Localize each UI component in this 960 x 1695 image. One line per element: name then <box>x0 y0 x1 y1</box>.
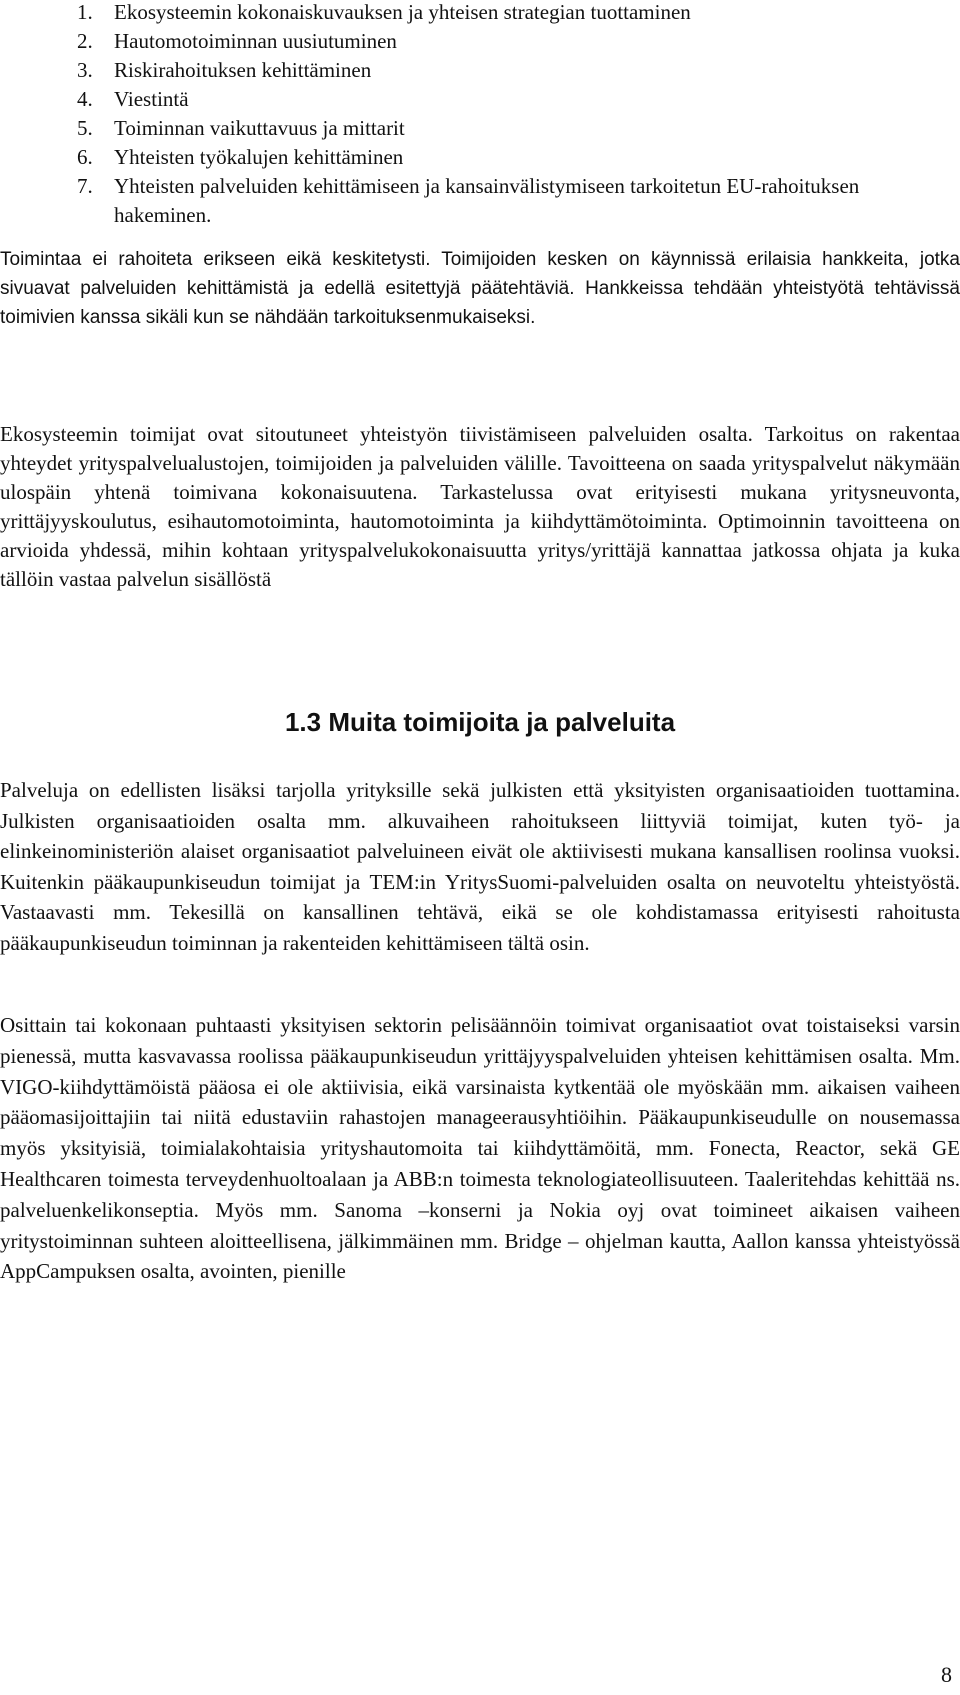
list-item <box>77 172 884 230</box>
list-item-text: Yhteisten palveluiden kehittämiseen ja kansainvälistymiseen tarkoitetun EU-rahoituksen hakeminen. <box>114 174 860 227</box>
list-item-number: 5. <box>77 116 93 140</box>
list-item-number: 2. <box>77 29 93 53</box>
list-item-number: 7. <box>77 174 93 198</box>
list-item <box>77 0 884 27</box>
list-item <box>77 56 884 85</box>
list-item-number: 1. <box>77 0 93 24</box>
paragraph-funding: Toimintaa ei rahoiteta erikseen eikä keskitetysti. Toimijoiden kesken on käynnissä erilaisia hankkeita, jotka sivuavat palveluiden kehittämistä ja edellä esitettyjä päätehtäviä. Hankkeissa tehdään yhteistyötä tehtävissä toimivien kanssa sikäli kun se nähdään tarkoituksenmukaiseksi. <box>0 249 960 328</box>
list-item <box>77 85 884 114</box>
list-item-text: Toiminnan vaikuttavuus ja mittarit <box>114 116 405 140</box>
paragraph-other-services: Palveluja on edellisten lisäksi tarjolla yrityksille sekä julkisten että yksityisten organisaatioiden tuottamina. Julkisten organisaatioiden osalta mm. alkuvaiheen rahoitukseen liittyviä toimijat, kuten työ- ja elinkeinoministeriön alaiset organisaatiot palveluineen eivät ole aktiivisesti mukana kansallisen roolinsa vuoksi. Kuitenkin pääkaupunkiseudun toimijat ja TEM:in YritysSuomi-palveluiden osalta on neuvoteltu yhteistyöstä. Vastaavasti mm. Tekesillä on kansallinen tehtävä, eikä se ole kohdistamassa erityisesti rahoitusta pääkaupunkiseudun toiminnan ja rakenteiden kehittämiseen tältä osin. <box>0 778 960 955</box>
page-number: 8 <box>941 1662 952 1687</box>
list-item-text: Yhteisten työkalujen kehittäminen <box>114 145 404 169</box>
list-item-number: 4. <box>77 87 93 111</box>
list-item-number: 3. <box>77 58 93 82</box>
paragraph-private-sector: Osittain tai kokonaan puhtaasti yksityisen sektorin pelisäännöin toimivat organisaatiot ovat toistaiseksi varsin pienessä, mutta kasvavassa roolissa pääkaupunkiseudun yrittäjyyspalveluiden yhteisen kehittämisen osalta. Mm. VIGO-kiihdyttämöistä pääosa ei ole aktiivisia, eikä varsinaista kytkentää ole myöskään mm. aikaisen vaiheen pääomasijoittajiin tai niitä edustaviin rahastojen manageerausyhtiöihin. Pääkaupunkiseudulle on nousemassa myös yksityisiä, toimialakohtaisia yrityshautomoita tai kiihdyttämöitä, mm. Fonecta, Reactor, sekä GE Healthcaren toimesta terveydenhuoltoalaan ja ABB:n toimesta teknologiateollisuuteen. Taaleritehdas kehittää ns. palveluenkelikonseptia. Myös mm. Sanoma –konserni ja Nokia oyj ovat toimineet aikaisen vaiheen yritystoiminnan suhteen aloitteellisena, jälkimmäinen mm. Bridge – ohjelman kautta, Aallon kanssa yhteistyössä AppCampuksen osalta, avointen, pienille <box>0 1013 960 1284</box>
section-heading: 1.3 Muita toimijoita ja palveluita <box>284 707 676 737</box>
list-item <box>77 27 884 56</box>
list-item-text: Riskirahoituksen kehittäminen <box>114 58 372 82</box>
paragraph-ecosystem-cooperation: Ekosysteemin toimijat ovat sitoutuneet yhteistyön tiivistämiseen palveluiden osalta. Tarkoitus on rakentaa yhteydet yrityspalvelualustojen, toimijoiden ja palveluiden välille. Tavoitteena on saada yrityspalvelut näkymään ulospäin yhtenä toimivana kokonaisuutena. Tarkastelussa ovat erityisesti mukana yritysneuvonta, yrittäjyyskoulutus, esihautomotoiminta, hautomotoiminta ja kiihdyttämötoiminta. Optimoinnin tavoitteena on arvioida yhdessä, mihin kohtaan yrityspalvelukokonaisuutta yritys/yrittäjä kannattaa jatkossa ohjata ja kuka tällöin vastaa palvelun sisällöstä <box>0 422 960 591</box>
list-item-text: Hautomotoiminnan uusiutuminen <box>114 29 397 53</box>
numbered-list <box>0 0 884 230</box>
list-item <box>77 114 884 143</box>
list-item-text: Viestintä <box>114 87 189 111</box>
list-item-text: Ekosysteemin kokonaiskuvauksen ja yhteisen strategian tuottaminen <box>114 0 691 24</box>
list-item <box>77 143 884 172</box>
list-item-number: 6. <box>77 145 93 169</box>
